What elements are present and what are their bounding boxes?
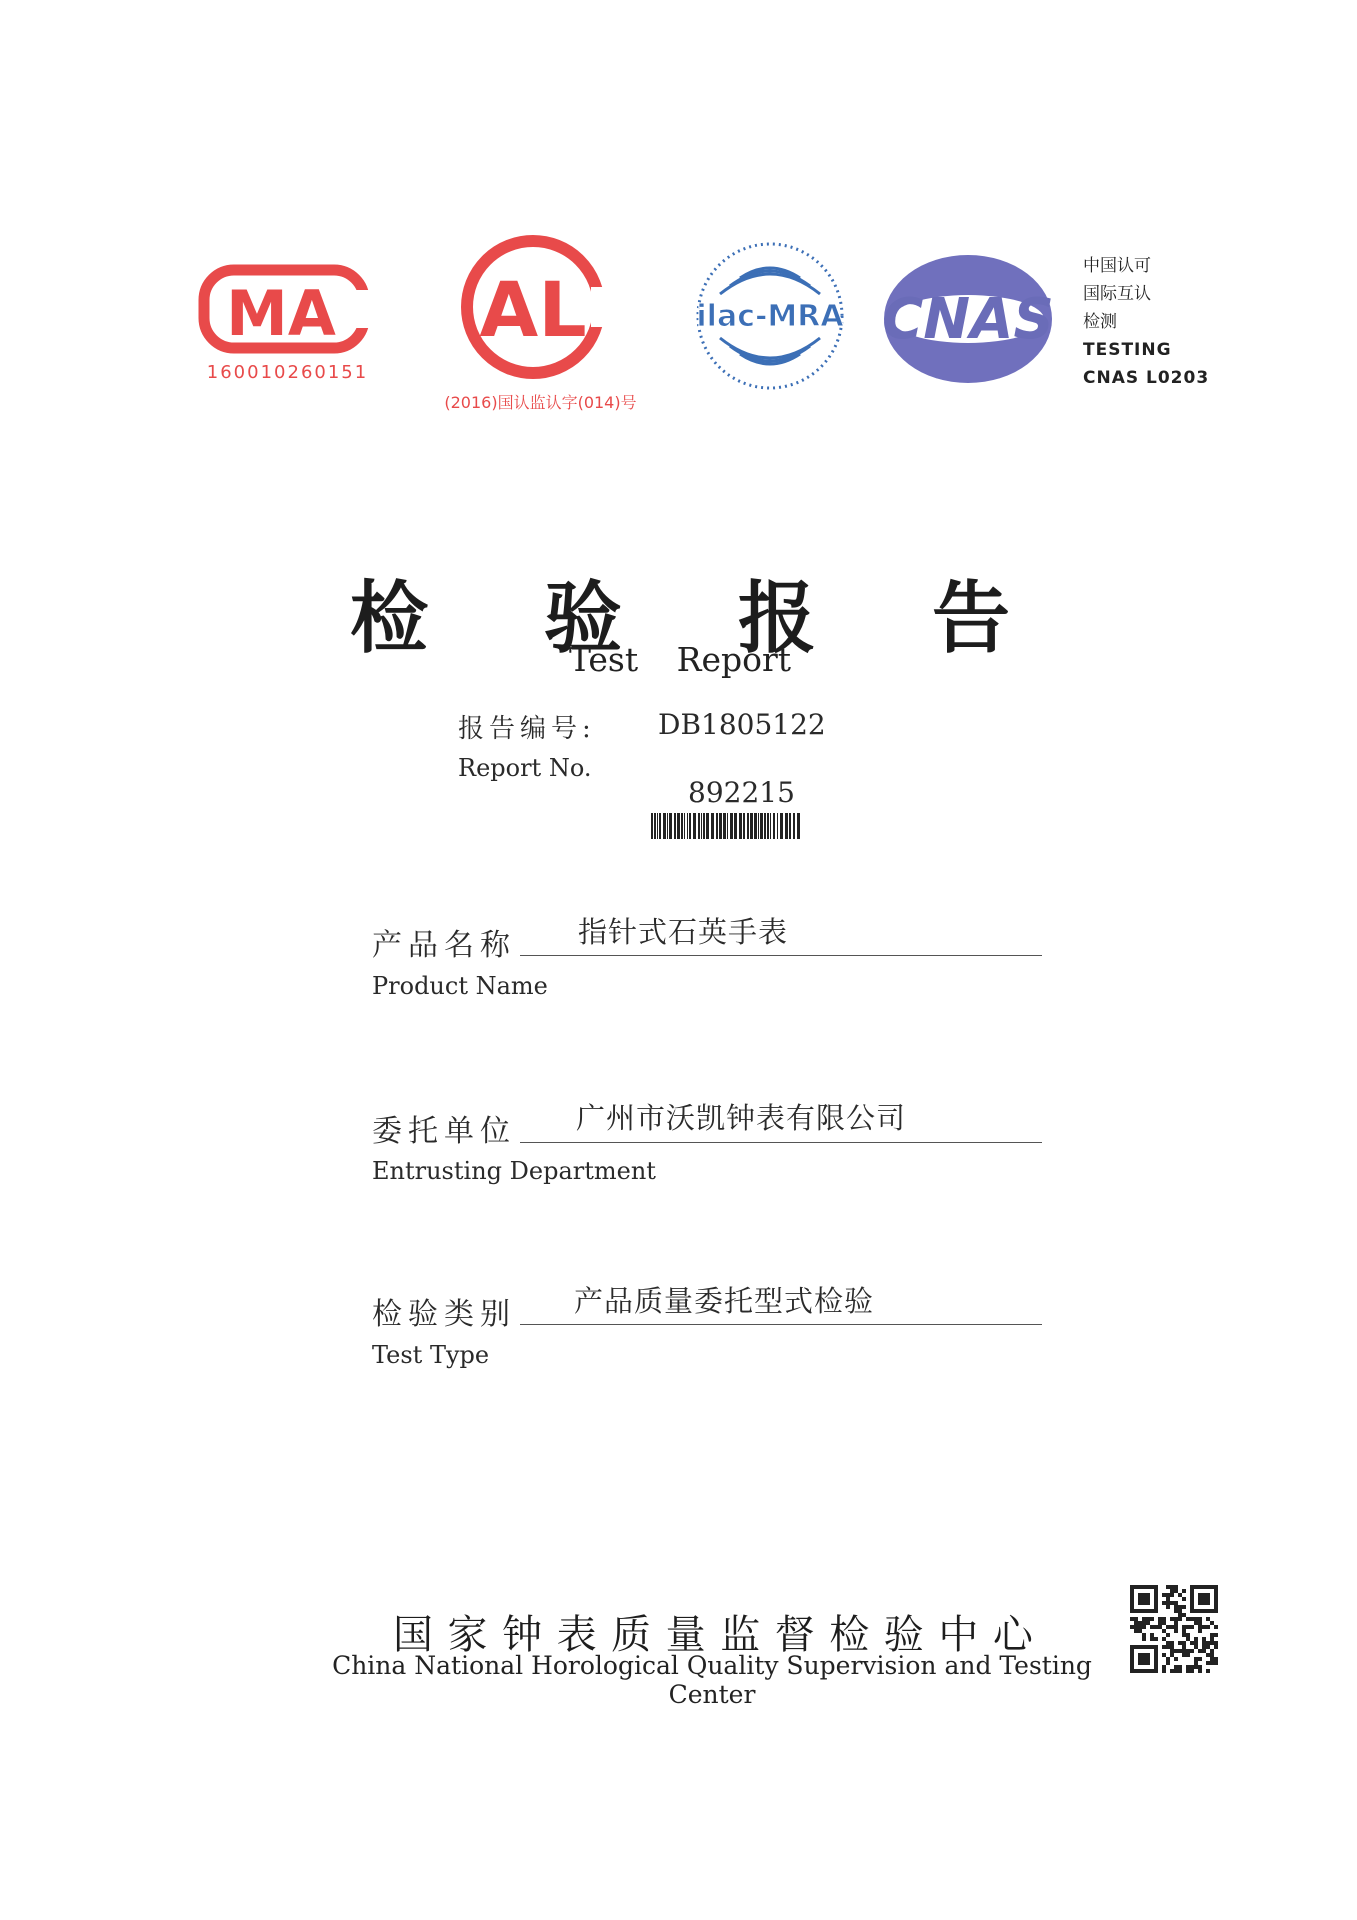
qr-module bbox=[1178, 1593, 1182, 1597]
qr-module bbox=[1210, 1637, 1214, 1641]
qr-module bbox=[1178, 1617, 1182, 1621]
qr-module bbox=[1174, 1585, 1178, 1589]
qr-module bbox=[1138, 1621, 1142, 1625]
cnas-line: 中国认可 bbox=[1083, 256, 1151, 276]
qr-module bbox=[1186, 1669, 1190, 1673]
qr-module bbox=[1214, 1641, 1218, 1645]
qr-module bbox=[1170, 1625, 1174, 1629]
product-name-label-cn: 产品名称 bbox=[372, 928, 516, 963]
qr-module bbox=[1166, 1633, 1170, 1637]
qr-module bbox=[1162, 1637, 1166, 1641]
barcode-bar bbox=[770, 813, 771, 839]
qr-module bbox=[1214, 1661, 1218, 1665]
qr-module bbox=[1174, 1649, 1178, 1653]
qr-module bbox=[1206, 1661, 1210, 1665]
qr-module bbox=[1162, 1621, 1166, 1625]
qr-module bbox=[1206, 1625, 1210, 1629]
qr-module bbox=[1178, 1641, 1182, 1645]
barcode-bar bbox=[711, 813, 714, 839]
qr-module bbox=[1142, 1617, 1146, 1621]
qr-module bbox=[1198, 1617, 1202, 1621]
qr-module bbox=[1170, 1617, 1174, 1621]
qr-module bbox=[1162, 1665, 1166, 1669]
qr-module bbox=[1182, 1629, 1186, 1633]
qr-module bbox=[1174, 1657, 1178, 1661]
qr-module bbox=[1174, 1669, 1178, 1673]
barcode-bar bbox=[764, 813, 766, 839]
barcode-bar bbox=[730, 813, 733, 839]
qr-module bbox=[1174, 1605, 1178, 1609]
qr-module bbox=[1206, 1617, 1210, 1621]
entrusting-department-underline bbox=[520, 1142, 1042, 1143]
cal-number: (2016)国认监认字(014)号 bbox=[444, 393, 637, 412]
qr-module bbox=[1174, 1665, 1178, 1669]
issuer-char: 督 bbox=[774, 1612, 815, 1658]
qr-module bbox=[1190, 1665, 1194, 1669]
qr-module bbox=[1138, 1625, 1142, 1629]
cma-number: 160010260151 bbox=[206, 362, 369, 383]
qr-module bbox=[1162, 1669, 1166, 1673]
qr-module bbox=[1142, 1625, 1146, 1629]
barcode-bar bbox=[706, 813, 709, 839]
qr-module bbox=[1198, 1665, 1202, 1669]
qr-module bbox=[1134, 1629, 1138, 1633]
qr-module bbox=[1142, 1637, 1146, 1641]
issuer-char: 验 bbox=[883, 1612, 924, 1658]
qr-module bbox=[1194, 1617, 1198, 1621]
qr-module bbox=[1210, 1633, 1214, 1637]
barcode-bar bbox=[773, 813, 775, 839]
product-name-value: 指针式石英手表 bbox=[578, 915, 789, 949]
qr-module bbox=[1182, 1633, 1186, 1637]
qr-module bbox=[1194, 1645, 1198, 1649]
qr-module bbox=[1190, 1649, 1194, 1653]
qr-module bbox=[1178, 1605, 1182, 1609]
cnas-logo bbox=[878, 252, 1058, 387]
qr-module bbox=[1162, 1617, 1166, 1621]
qr-module bbox=[1178, 1649, 1182, 1653]
qr-module bbox=[1170, 1589, 1174, 1593]
product-name-label-en: Product Name bbox=[372, 972, 548, 1000]
qr-module bbox=[1170, 1641, 1174, 1645]
cal-logo bbox=[445, 232, 623, 382]
qr-module bbox=[1190, 1669, 1194, 1673]
barcode-bar bbox=[785, 813, 788, 839]
qr-module bbox=[1174, 1621, 1178, 1625]
issuer-char: 中 bbox=[938, 1612, 979, 1658]
qr-module bbox=[1134, 1625, 1138, 1629]
qr-module bbox=[1198, 1657, 1202, 1661]
qr-module bbox=[1182, 1649, 1186, 1653]
qr-module bbox=[1194, 1621, 1198, 1625]
qr-module bbox=[1202, 1645, 1206, 1649]
qr-module bbox=[1146, 1617, 1150, 1621]
qr-module bbox=[1158, 1621, 1162, 1625]
qr-module bbox=[1170, 1653, 1174, 1657]
qr-module bbox=[1190, 1625, 1194, 1629]
qr-module bbox=[1186, 1637, 1190, 1641]
qr-module bbox=[1134, 1621, 1138, 1625]
qr-module bbox=[1170, 1645, 1174, 1649]
qr-module bbox=[1166, 1645, 1170, 1649]
qr-module bbox=[1162, 1601, 1166, 1605]
qr-code[interactable] bbox=[1130, 1585, 1218, 1673]
barcode-bar bbox=[693, 813, 696, 839]
barcode-bar bbox=[698, 813, 700, 839]
ilac-logo-text: ilac-MRA bbox=[696, 299, 844, 334]
qr-module bbox=[1178, 1613, 1182, 1617]
qr-module bbox=[1170, 1585, 1174, 1589]
entrusting-department-label-en: Entrusting Department bbox=[372, 1157, 656, 1185]
qr-module bbox=[1182, 1645, 1186, 1649]
title-char: 检 bbox=[350, 574, 429, 664]
ilac-mra-logo bbox=[690, 234, 850, 399]
qr-finder bbox=[1198, 1593, 1210, 1605]
qr-module bbox=[1174, 1617, 1178, 1621]
cnas-accreditation-text bbox=[1083, 252, 1233, 392]
qr-module bbox=[1166, 1605, 1170, 1609]
qr-module bbox=[1190, 1617, 1194, 1621]
qr-module bbox=[1162, 1593, 1166, 1597]
qr-module bbox=[1142, 1621, 1146, 1625]
barcode-bar bbox=[684, 813, 685, 839]
barcode-bar bbox=[750, 813, 753, 839]
qr-module bbox=[1150, 1637, 1154, 1641]
test-type-label-en: Test Type bbox=[372, 1341, 490, 1369]
report-no-value: DB1805122 bbox=[658, 708, 826, 741]
title-char: 告 bbox=[931, 574, 1010, 664]
qr-module bbox=[1194, 1641, 1198, 1645]
barcode-bar bbox=[747, 813, 749, 839]
qr-module bbox=[1206, 1669, 1210, 1673]
qr-module bbox=[1174, 1589, 1178, 1593]
qr-module bbox=[1182, 1613, 1186, 1617]
qr-module bbox=[1194, 1637, 1198, 1641]
qr-module bbox=[1166, 1657, 1170, 1661]
cnas-line: 国际互认 bbox=[1083, 284, 1151, 304]
qr-module bbox=[1142, 1633, 1146, 1637]
qr-module bbox=[1166, 1661, 1170, 1665]
qr-module bbox=[1166, 1585, 1170, 1589]
barcode-bar bbox=[789, 813, 791, 839]
barcode-bar bbox=[657, 813, 658, 839]
issuer-char: 检 bbox=[829, 1612, 870, 1658]
qr-module bbox=[1174, 1601, 1178, 1605]
barcode-bar bbox=[674, 813, 676, 839]
qr-module bbox=[1154, 1625, 1158, 1629]
qr-module bbox=[1206, 1641, 1210, 1645]
qr-module bbox=[1130, 1625, 1134, 1629]
qr-module bbox=[1138, 1629, 1142, 1633]
qr-module bbox=[1210, 1661, 1214, 1665]
issuer-char: 国 bbox=[393, 1612, 433, 1658]
qr-module bbox=[1182, 1641, 1186, 1645]
title-char: 报 bbox=[737, 574, 816, 664]
cma-logo-text: MA bbox=[226, 277, 336, 350]
barcode-bar bbox=[716, 813, 718, 839]
qr-module bbox=[1162, 1645, 1166, 1649]
qr-module bbox=[1206, 1645, 1210, 1649]
cal-logo-text: AL bbox=[479, 265, 587, 354]
qr-module bbox=[1194, 1661, 1198, 1665]
cnas-line: 检测 bbox=[1083, 312, 1117, 332]
qr-module bbox=[1174, 1629, 1178, 1633]
barcode-number: 892215 bbox=[688, 776, 795, 809]
qr-module bbox=[1178, 1669, 1182, 1673]
qr-module bbox=[1146, 1621, 1150, 1625]
qr-module bbox=[1214, 1625, 1218, 1629]
qr-module bbox=[1166, 1625, 1170, 1629]
qr-module bbox=[1182, 1625, 1186, 1629]
issuer-char: 家 bbox=[447, 1612, 488, 1658]
test-type-underline bbox=[520, 1324, 1042, 1325]
barcode-bar bbox=[703, 813, 705, 839]
qr-module bbox=[1214, 1645, 1218, 1649]
barcode-bar bbox=[780, 813, 783, 839]
qr-module bbox=[1198, 1629, 1202, 1633]
title-char: 验 bbox=[543, 574, 622, 664]
qr-module bbox=[1134, 1617, 1138, 1621]
qr-module bbox=[1158, 1625, 1162, 1629]
qr-module bbox=[1170, 1601, 1174, 1605]
issuer-char: 监 bbox=[720, 1612, 761, 1658]
barcode-bar bbox=[669, 813, 672, 839]
qr-module bbox=[1166, 1601, 1170, 1605]
report-no-label-cn: 报告编号: bbox=[458, 714, 596, 744]
barcode-bar bbox=[687, 813, 688, 839]
cma-logo bbox=[198, 260, 373, 360]
barcode-bar bbox=[777, 813, 778, 839]
qr-finder bbox=[1138, 1593, 1150, 1605]
issuer-char: 表 bbox=[556, 1612, 597, 1658]
qr-module bbox=[1130, 1617, 1134, 1621]
barcode-bar bbox=[719, 813, 722, 839]
cnas-line-en: TESTING bbox=[1083, 340, 1172, 360]
qr-module bbox=[1182, 1589, 1186, 1593]
qr-module bbox=[1210, 1641, 1214, 1645]
barcode-bar bbox=[651, 813, 653, 839]
test-type-label-cn: 检验类别 bbox=[372, 1297, 516, 1332]
qr-module bbox=[1198, 1669, 1202, 1673]
qr-module bbox=[1186, 1665, 1190, 1669]
barcode bbox=[651, 813, 803, 839]
barcode-bar bbox=[723, 813, 726, 839]
qr-module bbox=[1186, 1617, 1190, 1621]
product-name-underline bbox=[520, 955, 1042, 956]
qr-module bbox=[1162, 1629, 1166, 1633]
qr-module bbox=[1174, 1625, 1178, 1629]
issuer-char: 心 bbox=[992, 1612, 1033, 1658]
issuer-char: 质 bbox=[611, 1612, 652, 1658]
qr-module bbox=[1210, 1649, 1214, 1653]
qr-module bbox=[1198, 1621, 1202, 1625]
issuer-name-en: China National Horological Quality Supervision and Testing Center bbox=[332, 1651, 1092, 1709]
qr-module bbox=[1202, 1641, 1206, 1645]
barcode-bar bbox=[667, 813, 668, 839]
barcode-bar bbox=[701, 813, 702, 839]
barcode-bar bbox=[754, 813, 757, 839]
qr-module bbox=[1202, 1649, 1206, 1653]
barcode-bar bbox=[727, 813, 728, 839]
barcode-bar bbox=[677, 813, 680, 839]
qr-module bbox=[1210, 1621, 1214, 1625]
entrusting-department-value: 广州市沃凯钟表有限公司 bbox=[576, 1101, 907, 1135]
barcode-bar bbox=[758, 813, 759, 839]
title-en: Test Report bbox=[568, 640, 792, 679]
qr-module bbox=[1190, 1641, 1194, 1645]
qr-module bbox=[1214, 1633, 1218, 1637]
qr-module bbox=[1158, 1617, 1162, 1621]
qr-module bbox=[1154, 1637, 1158, 1641]
qr-module bbox=[1150, 1633, 1154, 1637]
qr-module bbox=[1206, 1653, 1210, 1657]
qr-finder bbox=[1138, 1653, 1150, 1665]
qr-module bbox=[1186, 1625, 1190, 1629]
qr-module bbox=[1170, 1649, 1174, 1653]
qr-module bbox=[1210, 1653, 1214, 1657]
barcode-bar bbox=[743, 813, 745, 839]
issuer-char: 量 bbox=[665, 1612, 706, 1658]
barcode-bar bbox=[793, 813, 795, 839]
barcode-bar bbox=[663, 813, 666, 839]
qr-module bbox=[1162, 1653, 1166, 1657]
qr-module bbox=[1194, 1657, 1198, 1661]
qr-module bbox=[1166, 1597, 1170, 1601]
qr-module bbox=[1150, 1625, 1154, 1629]
qr-module bbox=[1166, 1641, 1170, 1645]
report-no-label-en: Report No. bbox=[458, 754, 592, 782]
qr-module bbox=[1182, 1653, 1186, 1657]
barcode-bar bbox=[760, 813, 763, 839]
barcode-bar bbox=[739, 813, 742, 839]
qr-module bbox=[1194, 1665, 1198, 1669]
cnas-logo-text: CNAS bbox=[882, 287, 1054, 352]
qr-module bbox=[1198, 1649, 1202, 1653]
qr-module bbox=[1186, 1649, 1190, 1653]
entrusting-department-label-cn: 委托单位 bbox=[372, 1114, 516, 1149]
test-type-value: 产品质量委托型式检验 bbox=[574, 1284, 875, 1318]
qr-module bbox=[1166, 1593, 1170, 1597]
barcode-bar bbox=[767, 813, 769, 839]
barcode-bar bbox=[659, 813, 661, 839]
qr-module bbox=[1170, 1593, 1174, 1597]
qr-module bbox=[1186, 1653, 1190, 1657]
qr-module bbox=[1182, 1597, 1186, 1601]
qr-module bbox=[1214, 1657, 1218, 1661]
cnas-line-en: CNAS L0203 bbox=[1083, 368, 1210, 388]
qr-module bbox=[1182, 1605, 1186, 1609]
qr-module bbox=[1178, 1609, 1182, 1613]
barcode-bar bbox=[734, 813, 737, 839]
qr-module bbox=[1150, 1617, 1154, 1621]
issuer-char: 钟 bbox=[502, 1612, 543, 1658]
qr-module bbox=[1210, 1657, 1214, 1661]
qr-module bbox=[1198, 1625, 1202, 1629]
barcode-bar bbox=[654, 813, 656, 839]
qr-module bbox=[1178, 1665, 1182, 1669]
qr-module bbox=[1174, 1609, 1178, 1613]
qr-module bbox=[1202, 1625, 1206, 1629]
barcode-bar bbox=[797, 813, 800, 839]
barcode-bar bbox=[681, 813, 683, 839]
qr-module bbox=[1170, 1669, 1174, 1673]
barcode-bar bbox=[689, 813, 691, 839]
qr-module bbox=[1202, 1637, 1206, 1641]
qr-module bbox=[1186, 1633, 1190, 1637]
